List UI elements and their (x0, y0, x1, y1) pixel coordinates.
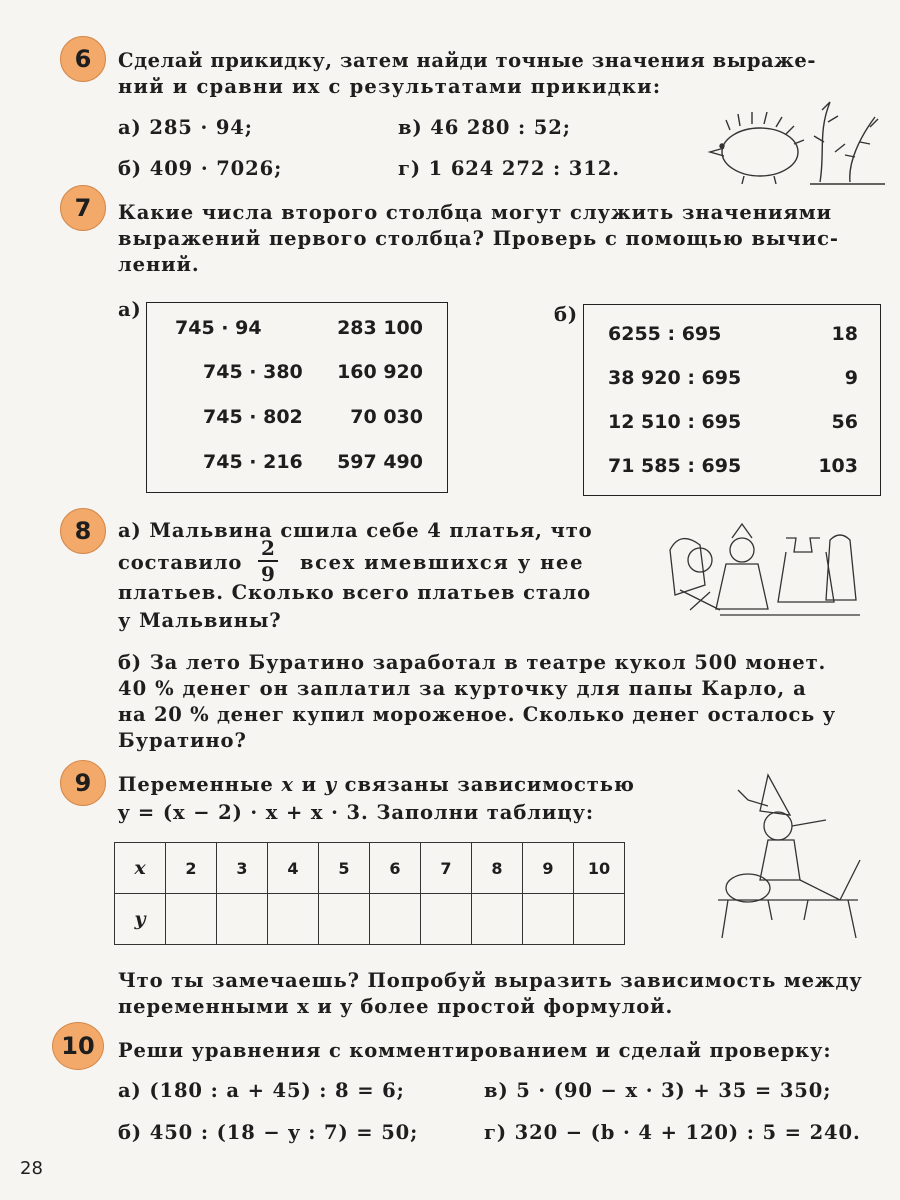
x-cell: 10 (574, 843, 625, 894)
y-cell (319, 894, 370, 945)
a-row-4-expr: 745 · 216 (203, 451, 303, 473)
a-row-1-val: 283 100 (337, 317, 423, 339)
y-cell (217, 894, 268, 945)
page-number: 28 (20, 1158, 43, 1179)
b-row-3-expr: 12 510 : 695 (608, 411, 742, 433)
y-cell (166, 894, 217, 945)
b-row-4-expr: 71 585 : 695 (608, 455, 742, 477)
task-10-b: б) 450 : (18 − y : 7) = 50; (118, 1121, 419, 1144)
y-cell (421, 894, 472, 945)
y-cell (523, 894, 574, 945)
y-cell (574, 894, 625, 945)
task-9-question1: Что ты замечаешь? Попробуй выразить зависимость между (118, 969, 863, 992)
task-7-badge: 7 (60, 185, 106, 231)
a-row-2-expr: 745 · 380 (203, 361, 303, 383)
x-cell: 8 (472, 843, 523, 894)
task-8-a-line4: у Мальвины? (118, 609, 282, 632)
b-row-1-expr: 6255 : 695 (608, 323, 722, 345)
table-x-label: x (115, 843, 166, 894)
task-6-line1: Сделай прикидку, затем найди точные значения выраже- (118, 49, 817, 72)
task-6-a: а) 285 · 94; (118, 116, 253, 139)
task-6-v: в) 46 280 : 52; (398, 116, 571, 139)
task-9-formula: y = (x − 2) · x + x · 3. Заполни таблицу: (118, 801, 595, 824)
a-row-2-val: 160 920 (337, 361, 423, 383)
task-10-v: в) 5 · (90 − x · 3) + 35 = 350; (484, 1079, 832, 1102)
task-10-g: г) 320 − (b · 4 + 120) : 5 = 240. (484, 1121, 861, 1144)
task-10-badge: 10 (52, 1022, 104, 1070)
x-cell: 3 (217, 843, 268, 894)
task-8-badge: 8 (60, 508, 106, 554)
task-8-a-line2-post: всех имевшихся у нее (300, 551, 585, 574)
task-7-a-label: а) (118, 298, 142, 321)
b-row-1-val: 18 (831, 323, 858, 345)
values-table (114, 842, 625, 945)
task-8-b-line2: 40 % денег он заплатил за курточку для папы Карло, а (118, 677, 807, 700)
table-y-label: y (115, 894, 166, 945)
x-cell: 7 (421, 843, 472, 894)
x-cell: 4 (268, 843, 319, 894)
task-9-line1: Переменные x и y связаны зависимостью (118, 773, 635, 796)
task-6-b: б) 409 · 7026; (118, 157, 283, 180)
hedgehog-illustration (700, 92, 890, 192)
task-9-badge: 9 (60, 760, 106, 806)
x-cell: 6 (370, 843, 421, 894)
x-cell: 9 (523, 843, 574, 894)
task-8-a-line1: а) Мальвина сшила себе 4 платья, что (118, 519, 593, 542)
task-8-b-line4: Буратино? (118, 729, 247, 752)
a-row-3-val: 70 030 (350, 406, 423, 428)
task-7-b-label: б) (554, 303, 579, 326)
x-cell: 5 (319, 843, 370, 894)
task-7-line3: лений. (118, 253, 200, 276)
malvina-illustration (660, 520, 865, 620)
task-8-a-line2-pre: составило (118, 551, 243, 574)
task-7-line2: выражений первого столбца? Проверь с помощью вычис- (118, 227, 839, 250)
task-10-a: а) (180 : a + 45) : 8 = 6; (118, 1079, 405, 1102)
y-cell (268, 894, 319, 945)
a-row-3-expr: 745 · 802 (203, 406, 303, 428)
task-9-question2: переменными x и y более простой формулой. (118, 995, 674, 1018)
table-row-x (115, 843, 625, 894)
y-cell (472, 894, 523, 945)
table-row-y (115, 894, 625, 945)
b-row-4-val: 103 (818, 455, 858, 477)
y-cell (370, 894, 421, 945)
task-7-a-box (146, 302, 448, 493)
task-8-a-line3: платьев. Сколько всего платьев стало (118, 581, 592, 604)
task-10-line1: Реши уравнения с комментированием и сделай проверку: (118, 1039, 832, 1062)
b-row-2-val: 9 (844, 367, 858, 389)
task-6-g: г) 1 624 272 : 312. (398, 157, 620, 180)
b-row-2-expr: 38 920 : 695 (608, 367, 742, 389)
task-7-line1: Какие числа второго столбца могут служить значениями (118, 201, 833, 224)
x-cell: 2 (166, 843, 217, 894)
task-6-badge: 6 (60, 36, 106, 82)
fraction-2-9: 2 9 (258, 537, 278, 585)
task-6-line2: ний и сравни их с результатами прикидки: (118, 75, 662, 98)
task-8-b-line1: б) За лето Буратино заработал в театре кукол 500 монет. (118, 651, 827, 674)
task-7-b-box (583, 304, 881, 496)
a-row-1-expr: 745 · 94 (175, 317, 262, 339)
a-row-4-val: 597 490 (337, 451, 423, 473)
task-8-b-line3: на 20 % денег купил мороженое. Сколько денег осталось у (118, 703, 836, 726)
buratino-illustration (708, 770, 878, 945)
b-row-3-val: 56 (831, 411, 858, 433)
